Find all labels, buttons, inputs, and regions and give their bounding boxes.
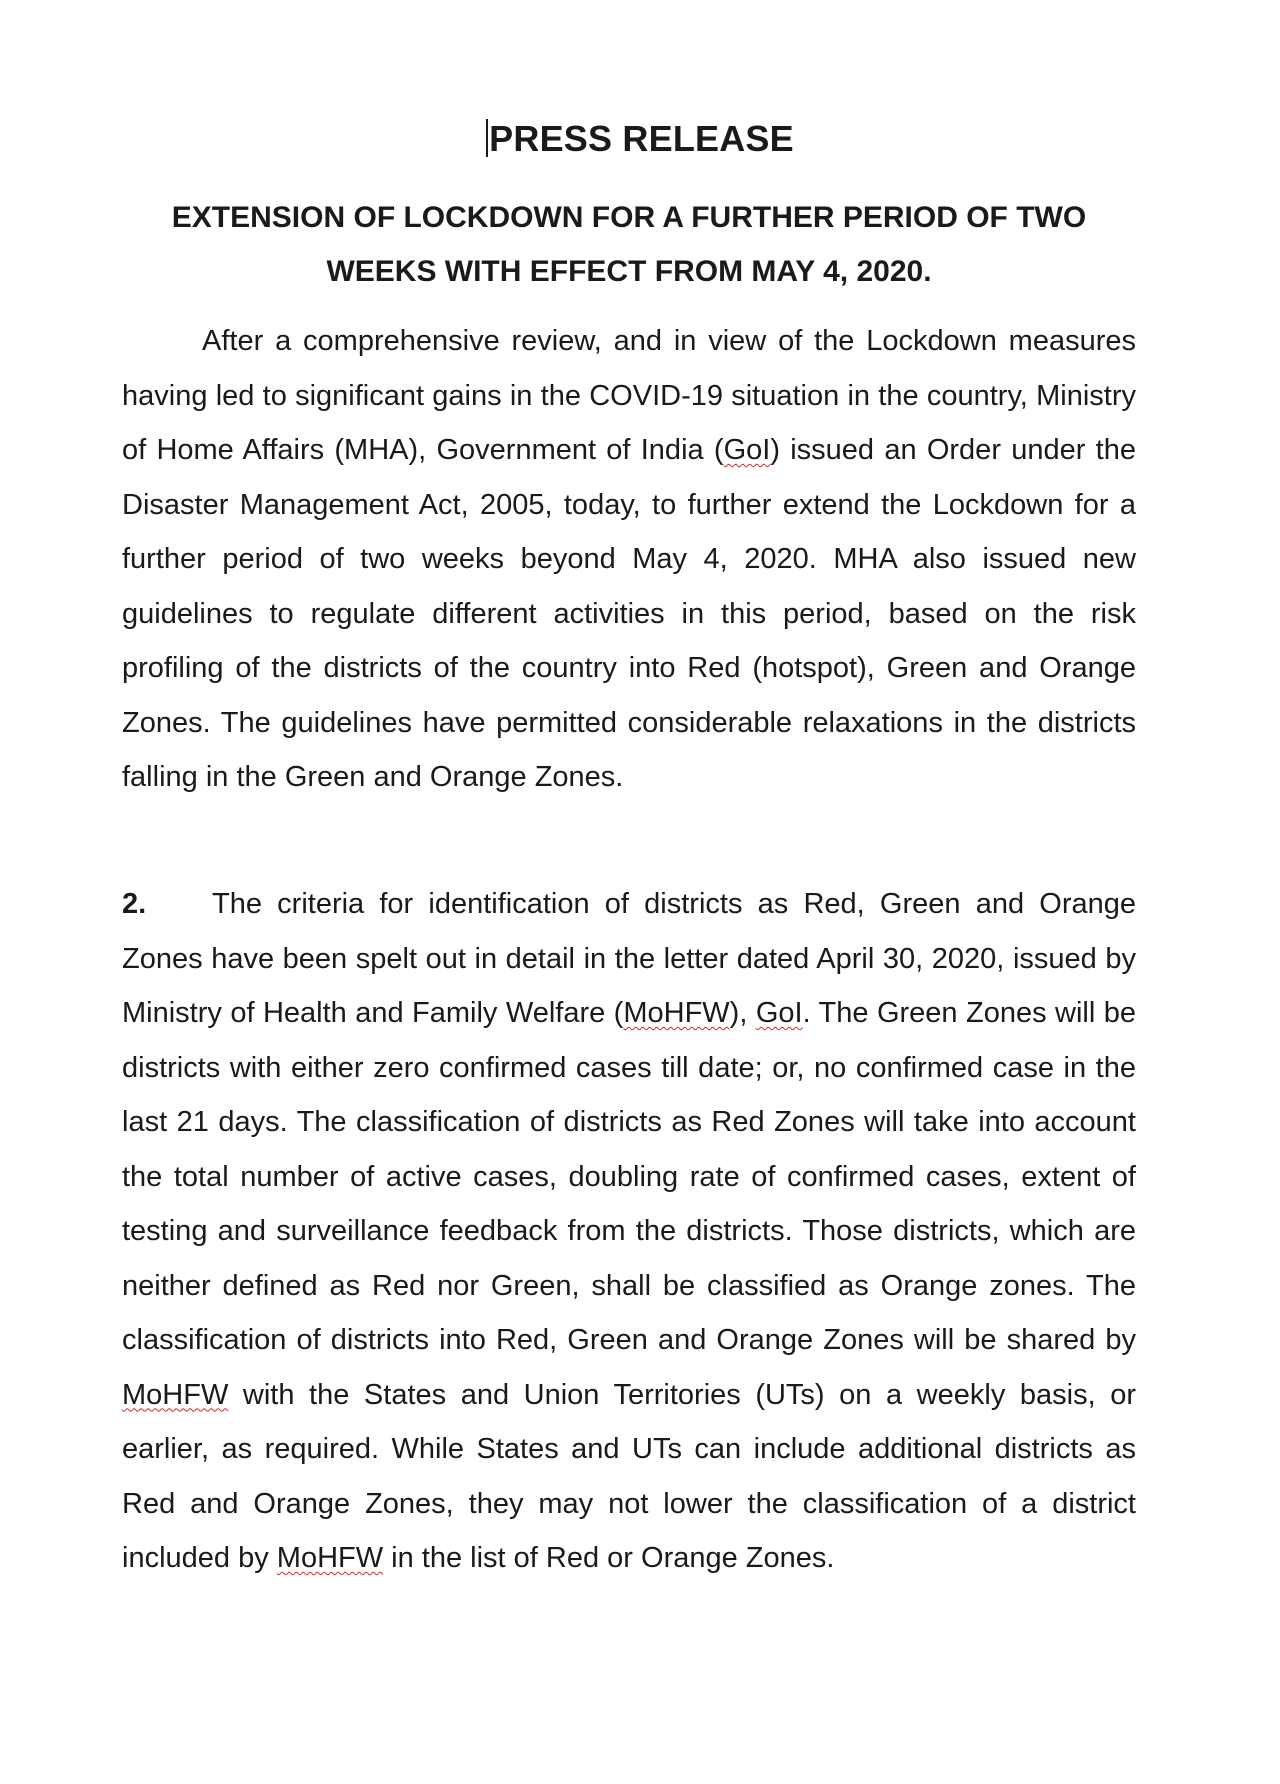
document-title [0,118,1280,160]
paragraph-2-text-d: with the States and Union Territories (UTs) on a weekly basis, or earlier, as required. While States and UTs can include additional districts as Red and Orange Zones, they may not lower the classification of a district included by [122,1378,1136,1574]
paragraph-1-text-a: After a comprehensive review, and in view of the Lockdown measures having led to significant gains in the COVID-19 situation in the country, Ministry of Home Affairs (MHA), Government of India ( [122,325,1136,466]
paragraph-1 [122,314,1136,805]
paragraph-2 [122,877,1136,1586]
subtitle-line-1: EXTENSION OF LOCKDOWN FOR A FURTHER PERIOD OF TWO [171,201,1087,234]
spellcheck-word-goi: GoI [723,434,771,466]
paragraph-2-text-a: The criteria for identification of districts as Red, Green and Orange Zones have been spelt out in detail in the letter dated April 30, 2020, issued by Ministry of Health and Family Welfare ( [122,888,1136,1029]
paragraph-number: 2. [122,888,147,920]
document-subtitle [122,191,1136,299]
text-cursor [486,119,488,157]
spellcheck-word-goi: GoI [755,997,803,1029]
subtitle-line-2: WEEKS WITH EFFECT FROM MAY 4, 2020. [326,255,932,288]
title-text: PRESS RELEASE [489,118,794,159]
spellcheck-word-mohfw: MoHFW [623,997,730,1029]
spellcheck-word-mohfw: MoHFW [122,1378,229,1411]
paragraph-2-text-c: . The Green Zones will be districts with either zero confirmed cases till date; or, no confirmed case in the last 21 days. The classification of districts as Red Zones will take into account the total number of active cases, doubling rate of confirmed cases, extent of testing and surveillance feedback from the districts. Those districts, which are neither defined as Red nor Green, shall be classified as Orange zones. The classification of districts into Red, Green and Orange Zones will be shared by [122,997,1136,1356]
paragraph-2-text-e: in the list of Red or Orange Zones. [383,1542,835,1574]
spellcheck-word-mohfw: MoHFW [276,1542,384,1574]
paragraph-2-text-b: ), [729,997,756,1029]
paragraph-1-text-b: ) issued an Order under the Disaster Management Act, 2005, today, to further extend the Lockdown for a further period of two weeks beyond May 4, 2020. MHA also issued new guidelines to regulate different activities in this period, based on the risk profiling of the districts of the country into Red (hotspot), Green and Orange Zones. The guidelines have permitted considerable relaxations in the districts falling in the Green and Orange Zones. [122,434,1136,793]
